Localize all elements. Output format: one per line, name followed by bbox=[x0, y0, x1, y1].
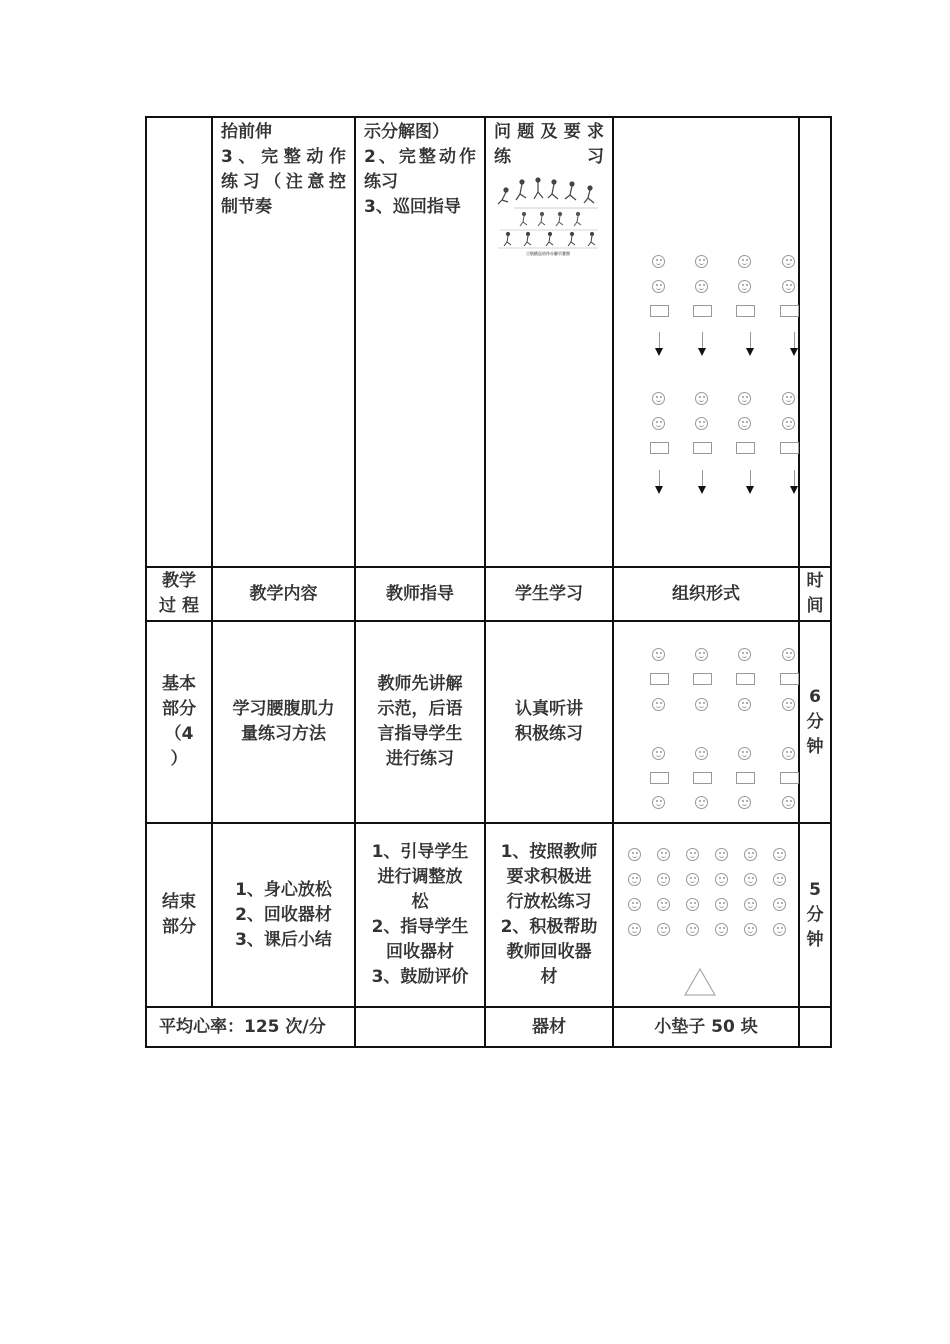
basic-process-line: ） bbox=[170, 749, 188, 769]
smiley-face-icon bbox=[773, 898, 786, 911]
smiley-face-icon bbox=[652, 255, 665, 268]
smiley-face-icon bbox=[773, 923, 786, 936]
ending-learning-line: 要求积极进 bbox=[506, 867, 592, 887]
guide-line: 示分解图） bbox=[364, 122, 449, 142]
smiley-face-icon bbox=[738, 255, 751, 268]
smiley-face-icon bbox=[738, 648, 751, 661]
smiley-face-icon bbox=[738, 747, 751, 760]
rectangle-mat-icon bbox=[736, 673, 755, 685]
ending-learning-line: 2、积极帮助 bbox=[500, 917, 598, 937]
heart-rate-cell: 平均心率：125 次/分 bbox=[146, 1007, 355, 1047]
ending-content-line: 3、课后小结 bbox=[235, 929, 332, 950]
smiley-face-icon bbox=[628, 898, 641, 911]
rectangle-mat-icon bbox=[780, 442, 799, 454]
basic-student-learning bbox=[485, 621, 613, 823]
smiley-face-icon bbox=[628, 873, 641, 886]
rectangle-mat-icon bbox=[780, 772, 799, 784]
ending-time-line: 5 bbox=[809, 879, 821, 900]
time-cell-empty bbox=[799, 117, 831, 567]
basic-content-line: 量练习方法 bbox=[241, 724, 326, 744]
smiley-face-icon bbox=[695, 747, 708, 760]
basic-organization bbox=[613, 621, 799, 823]
basic-learning-line: 认真听讲 bbox=[515, 699, 583, 719]
ending-guide-line: 3、鼓励评价 bbox=[371, 967, 469, 987]
figure-caption: 三级跳远动作分解示意图 bbox=[526, 251, 570, 256]
down-arrow-icon bbox=[702, 470, 703, 488]
organization-cell bbox=[613, 117, 799, 567]
basic-time bbox=[799, 621, 831, 823]
smiley-face-icon bbox=[782, 648, 795, 661]
down-arrow-icon bbox=[750, 332, 751, 350]
smiley-face-icon bbox=[695, 648, 708, 661]
smiley-face-icon bbox=[744, 923, 757, 936]
content-line: 抬前伸 bbox=[221, 122, 272, 142]
equipment-value-cell: 小垫子 50 块 bbox=[613, 1007, 799, 1047]
header-time bbox=[799, 567, 831, 621]
basic-process-line: （4 bbox=[164, 724, 194, 744]
smiley-face-icon bbox=[686, 898, 699, 911]
footer-time-empty bbox=[799, 1007, 831, 1047]
rectangle-mat-icon bbox=[736, 772, 755, 784]
smiley-face-icon bbox=[652, 796, 665, 809]
guide-line: 练习 bbox=[364, 172, 398, 192]
formation-diagram-3 bbox=[614, 824, 800, 1006]
smiley-face-icon bbox=[628, 923, 641, 936]
smiley-face-icon bbox=[695, 698, 708, 711]
rectangle-mat-icon bbox=[693, 305, 712, 317]
ending-guide-line: 回收器材 bbox=[386, 942, 454, 962]
basic-content bbox=[212, 621, 355, 823]
basic-guide-line: 示范，后语 bbox=[377, 699, 463, 719]
smiley-face-icon bbox=[782, 417, 795, 430]
basic-content-line: 学习腰腹肌力 bbox=[232, 699, 335, 719]
smiley-face-icon bbox=[782, 392, 795, 405]
basic-learning-line: 积极练习 bbox=[515, 724, 583, 744]
ending-process bbox=[146, 823, 212, 1007]
smiley-face-icon bbox=[695, 255, 708, 268]
formation-diagram-1 bbox=[614, 118, 800, 566]
smiley-face-icon bbox=[657, 848, 670, 861]
down-arrow-icon bbox=[659, 332, 660, 350]
smiley-face-icon bbox=[686, 873, 699, 886]
ending-content-line: 2、回收器材 bbox=[235, 904, 332, 925]
header-organization: 组织形式 bbox=[613, 567, 799, 621]
smiley-face-icon bbox=[744, 873, 757, 886]
footer-empty-cell bbox=[355, 1007, 485, 1047]
smiley-face-icon bbox=[686, 848, 699, 861]
basic-guide-line: 教师先讲解 bbox=[377, 674, 463, 694]
ending-guide-line: 2、指导学生 bbox=[371, 917, 469, 937]
header-process-line: 过 程 bbox=[159, 596, 199, 616]
basic-process bbox=[146, 621, 212, 823]
ending-time-line: 钟 bbox=[806, 929, 824, 950]
down-arrow-icon bbox=[750, 470, 751, 488]
rectangle-mat-icon bbox=[693, 442, 712, 454]
teacher-guide-cell bbox=[355, 117, 485, 567]
smiley-face-icon bbox=[695, 392, 708, 405]
basic-section-row bbox=[146, 621, 831, 823]
smiley-face-icon bbox=[782, 280, 795, 293]
smiley-face-icon bbox=[782, 796, 795, 809]
ending-learning-line: 材 bbox=[540, 967, 558, 987]
guide-line: 3、巡回指导 bbox=[364, 197, 461, 217]
header-row bbox=[146, 567, 831, 621]
jump-sequence-illustration bbox=[494, 172, 602, 256]
smiley-face-icon bbox=[695, 796, 708, 809]
learning-line: 问题及要求 bbox=[494, 122, 604, 142]
footer-row bbox=[146, 1007, 831, 1047]
smiley-face-icon bbox=[715, 898, 728, 911]
smiley-face-icon bbox=[738, 392, 751, 405]
content-line: 制节奏 bbox=[221, 197, 272, 217]
ending-process-line: 结束 bbox=[162, 892, 196, 912]
smiley-face-icon bbox=[686, 923, 699, 936]
ending-student-learning bbox=[485, 823, 613, 1007]
ending-learning-line: 行放松练习 bbox=[506, 892, 592, 912]
smiley-face-icon bbox=[773, 873, 786, 886]
header-time-line: 间 bbox=[806, 596, 824, 616]
smiley-face-icon bbox=[695, 417, 708, 430]
smiley-face-icon bbox=[738, 698, 751, 711]
smiley-face-icon bbox=[715, 848, 728, 861]
down-arrow-icon bbox=[794, 332, 795, 350]
triangle-icon bbox=[684, 968, 716, 996]
rectangle-mat-icon bbox=[650, 305, 669, 317]
header-process bbox=[146, 567, 212, 621]
ending-guide-line: 进行调整放 bbox=[377, 867, 463, 887]
smiley-face-icon bbox=[715, 923, 728, 936]
basic-guide-line: 进行练习 bbox=[386, 749, 454, 769]
rectangle-mat-icon bbox=[650, 442, 669, 454]
ending-process-line: 部分 bbox=[162, 917, 196, 937]
smiley-face-icon bbox=[782, 747, 795, 760]
basic-time-line: 分 bbox=[806, 711, 824, 732]
content-line: 练习（注意控 bbox=[221, 172, 346, 192]
ending-learning-line: 1、按照教师 bbox=[500, 842, 598, 862]
ending-time-line: 分 bbox=[806, 904, 824, 925]
basic-process-line: 部分 bbox=[162, 699, 196, 719]
smiley-face-icon bbox=[782, 698, 795, 711]
content-cell bbox=[212, 117, 355, 567]
smiley-face-icon bbox=[652, 392, 665, 405]
down-arrow-icon bbox=[659, 470, 660, 488]
basic-time-line: 6 bbox=[809, 686, 821, 707]
header-process-line: 教学 bbox=[162, 571, 196, 591]
rectangle-mat-icon bbox=[693, 673, 712, 685]
learning-line: 练 习 bbox=[494, 147, 604, 167]
down-arrow-icon bbox=[794, 470, 795, 488]
student-learning-cell bbox=[485, 117, 613, 567]
smiley-face-icon bbox=[738, 417, 751, 430]
smiley-face-icon bbox=[738, 280, 751, 293]
smiley-face-icon bbox=[652, 698, 665, 711]
smiley-face-icon bbox=[652, 648, 665, 661]
rectangle-mat-icon bbox=[780, 673, 799, 685]
rectangle-mat-icon bbox=[736, 305, 755, 317]
rectangle-mat-icon bbox=[650, 772, 669, 784]
formation-diagram-2 bbox=[614, 622, 800, 822]
rectangle-mat-icon bbox=[780, 305, 799, 317]
smiley-face-icon bbox=[628, 848, 641, 861]
process-cell-empty bbox=[146, 117, 212, 567]
rectangle-mat-icon bbox=[736, 442, 755, 454]
smiley-face-icon bbox=[652, 747, 665, 760]
smiley-face-icon bbox=[657, 923, 670, 936]
header-content: 教学内容 bbox=[212, 567, 355, 621]
smiley-face-icon bbox=[738, 796, 751, 809]
ending-learning-line: 教师回收器 bbox=[506, 942, 592, 962]
basic-guide-line: 言指导学生 bbox=[377, 724, 463, 744]
smiley-face-icon bbox=[657, 873, 670, 886]
smiley-face-icon bbox=[715, 873, 728, 886]
smiley-face-icon bbox=[782, 255, 795, 268]
equipment-label-cell: 器材 bbox=[485, 1007, 613, 1047]
basic-teacher-guide bbox=[355, 621, 485, 823]
smiley-face-icon bbox=[744, 848, 757, 861]
ending-time bbox=[799, 823, 831, 1007]
ending-content bbox=[212, 823, 355, 1007]
smiley-face-icon bbox=[695, 280, 708, 293]
smiley-face-icon bbox=[744, 898, 757, 911]
basic-process-line: 基本 bbox=[162, 674, 196, 694]
ending-content-line: 1、身心放松 bbox=[235, 879, 332, 900]
rectangle-mat-icon bbox=[693, 772, 712, 784]
ending-guide-line: 松 bbox=[411, 892, 429, 912]
header-student-learning: 学生学习 bbox=[485, 567, 613, 621]
continuation-row bbox=[146, 117, 831, 567]
smiley-face-icon bbox=[657, 898, 670, 911]
ending-teacher-guide bbox=[355, 823, 485, 1007]
smiley-face-icon bbox=[652, 280, 665, 293]
header-time-line: 时 bbox=[806, 571, 824, 591]
guide-line: 2、完整动作 bbox=[364, 147, 476, 167]
header-teacher-guide: 教师指导 bbox=[355, 567, 485, 621]
ending-organization bbox=[613, 823, 799, 1007]
rectangle-mat-icon bbox=[650, 673, 669, 685]
smiley-face-icon bbox=[652, 417, 665, 430]
smiley-face-icon bbox=[773, 848, 786, 861]
ending-guide-line: 1、引导学生 bbox=[371, 842, 469, 862]
down-arrow-icon bbox=[702, 332, 703, 350]
content-line: 3、完整动作 bbox=[221, 147, 346, 167]
lesson-plan-table bbox=[145, 116, 832, 1048]
basic-time-line: 钟 bbox=[806, 736, 824, 757]
ending-section-row bbox=[146, 823, 831, 1007]
